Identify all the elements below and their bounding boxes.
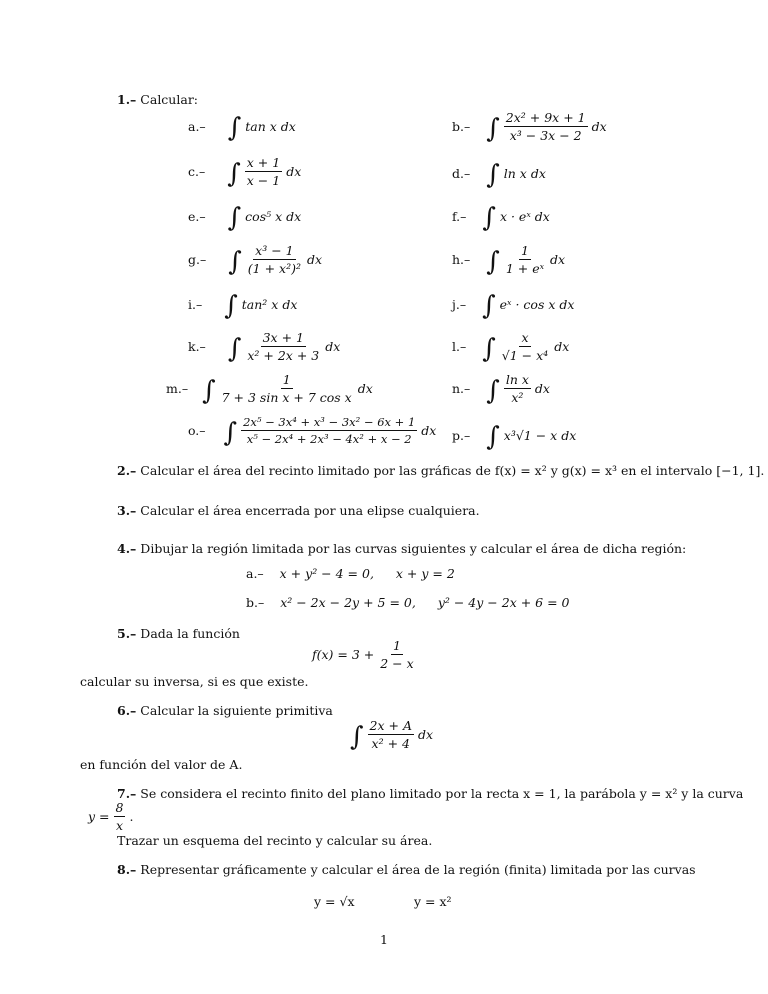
problem-4b [246, 595, 570, 610]
integrand: x · eˣ dx [499, 208, 550, 224]
integral-a [188, 113, 296, 143]
differential: dx [418, 727, 434, 742]
numerator: ln x [505, 372, 529, 387]
denominator: (1 + x²)² [247, 261, 301, 276]
numerator: 8 [115, 800, 124, 815]
denominator: 7 + 3 sin x + 7 cos x [221, 390, 352, 405]
denominator: x − 1 [246, 173, 281, 188]
item-label: m.– [166, 381, 189, 396]
integral-sign: ∫ [486, 160, 500, 190]
item-label: o.– [188, 423, 206, 438]
numerator: 2x² + 9x + 1 [505, 110, 586, 125]
integral-sign: ∫ [482, 333, 496, 364]
integral-f [452, 203, 550, 233]
problem-text: Calcular el área del recinto limitado por las gráficas de f(x) = x² y g(x) = x³ en el intervalo [−1, 1]. [140, 463, 765, 478]
problem-text: Calcular la siguiente primitiva [140, 703, 333, 718]
item-label: c.– [188, 164, 206, 179]
item-label: l.– [452, 339, 467, 354]
integral-j [452, 291, 575, 321]
problem-text: Calcular: [140, 92, 198, 107]
problem-7-curve [88, 800, 133, 833]
integrand: eˣ · cos x dx [499, 296, 575, 312]
problem-1-heading [117, 92, 198, 107]
problem-8 [117, 862, 696, 877]
integral-sign: ∫ [486, 246, 500, 277]
item-label: h.– [452, 252, 471, 267]
item-label: f.– [452, 208, 467, 224]
problem-text: Se considera el recinto finito del plano limitado por la recta x = 1, la parábola y = x² y la curva [140, 786, 744, 801]
function-lhs: f(x) = 3 + [312, 647, 375, 662]
integral-k [188, 330, 340, 363]
denominator: √1 − x⁴ [501, 348, 549, 363]
integral-d [452, 160, 546, 190]
differential: dx [554, 339, 570, 354]
problem-7 [117, 786, 743, 801]
differential: dx [550, 252, 566, 267]
integral-sign: ∫ [486, 422, 500, 452]
problem-number: 1.– [117, 92, 137, 107]
numerator: x + 1 [246, 155, 281, 170]
item-label: p.– [452, 427, 471, 443]
integrand: tan² x dx [241, 296, 298, 312]
item-label: b.– [246, 595, 265, 610]
problem-text: Dada la función [140, 626, 240, 641]
differential: dx [357, 381, 373, 396]
differential: dx [306, 252, 323, 267]
denominator: 1 + eˣ [505, 261, 545, 276]
integral-sign: ∫ [227, 158, 241, 189]
problem-number: 3.– [117, 503, 137, 518]
item-label: e.– [188, 208, 206, 224]
equation: y² − 4y − 2x + 6 = 0 [437, 595, 570, 610]
integral-sign: ∫ [227, 203, 242, 233]
problem-number: 8.– [117, 862, 137, 877]
page-number: 1 [380, 932, 388, 947]
problem-text: Representar gráficamente y calcular el área de la región (finita) limitada por las curvas [140, 862, 696, 877]
denominator: x² + 2x + 3 [247, 348, 320, 363]
differential: dx [421, 423, 437, 438]
integral-sign: ∫ [482, 203, 496, 233]
integral-sign: ∫ [224, 291, 238, 321]
numerator: x [521, 330, 529, 345]
integrand: x³√1 − x dx [503, 427, 577, 443]
denominator: x² [511, 390, 524, 405]
problem-5-continuation: calcular su inversa, si es que existe. [80, 674, 309, 689]
integral-sign: ∫ [482, 291, 496, 321]
problem-8-curve-2: y = x² [414, 894, 452, 909]
integral-p [452, 422, 577, 452]
differential: dx [534, 381, 550, 396]
integral-sign: ∫ [486, 375, 500, 406]
problem-number: 6.– [117, 703, 137, 718]
denominator: x³ − 3x − 2 [509, 128, 582, 143]
integral-n [452, 372, 550, 405]
integrand: cos⁵ x dx [245, 208, 302, 224]
item-label: a.– [246, 566, 264, 581]
item-label: b.– [452, 119, 471, 134]
numerator: 3x + 1 [262, 330, 304, 345]
problem-5 [117, 626, 240, 641]
equation: x + y = 2 [395, 566, 455, 581]
integral-e [188, 203, 302, 233]
problem-8-curve-1: y = √x [314, 894, 355, 909]
equation: x + y² − 4 = 0, [279, 566, 374, 581]
integral-g [188, 243, 322, 276]
problem-number: 7.– [117, 786, 137, 801]
denominator: x⁵ − 2x⁴ + 2x³ − 4x² + x − 2 [246, 432, 412, 446]
integral-sign: ∫ [228, 246, 242, 277]
problem-text: Dibujar la región limitada por las curvas siguientes y calcular el área de dicha región: [140, 541, 687, 556]
numerator: 2x⁵ − 3x⁴ + x³ − 3x² − 6x + 1 [243, 415, 416, 429]
problem-6-integral [350, 718, 433, 751]
integrand: tan x dx [245, 118, 296, 134]
item-label: n.– [452, 381, 471, 396]
integral-i [188, 291, 298, 321]
problem-3 [117, 503, 480, 518]
integral-sign: ∫ [202, 375, 216, 406]
item-label: i.– [188, 296, 203, 312]
item-label: g.– [188, 252, 207, 267]
item-label: d.– [452, 165, 471, 181]
integral-sign: ∫ [227, 333, 242, 364]
item-label: j.– [452, 296, 467, 312]
item-label: a.– [188, 118, 206, 134]
differential: dx [286, 164, 302, 179]
numerator: 1 [520, 243, 529, 258]
problem-7-continuation: Trazar un esquema del recinto y calcular su área. [117, 833, 433, 848]
integral-sign: ∫ [227, 113, 242, 143]
integral-l [452, 330, 569, 363]
differential: dx [591, 119, 607, 134]
integral-h [452, 243, 565, 276]
numerator: 1 [282, 372, 291, 387]
integral-sign: ∫ [223, 417, 238, 448]
denominator: x² + 4 [371, 736, 410, 751]
numerator: x³ − 1 [255, 243, 294, 258]
integral-o [188, 415, 436, 446]
curve-lhs: y = [88, 809, 110, 824]
denominator: x [115, 818, 124, 833]
item-label: k.– [188, 339, 206, 354]
problem-4a [246, 566, 455, 581]
period: . [129, 809, 134, 824]
integral-sign: ∫ [486, 113, 500, 144]
problem-number: 5.– [117, 626, 137, 641]
integrand: ln x dx [503, 165, 546, 181]
numerator: 2x + A [369, 718, 412, 733]
integral-sign: ∫ [350, 721, 364, 752]
differential: dx [325, 339, 341, 354]
problem-6-continuation: en función del valor de A. [80, 757, 243, 772]
integral-b [452, 110, 607, 143]
denominator: 2 − x [380, 656, 414, 671]
problem-2 [117, 463, 764, 478]
problem-number: 2.– [117, 463, 137, 478]
integral-c [188, 155, 301, 188]
problem-5-function [312, 638, 416, 671]
numerator: 1 [392, 638, 401, 653]
integral-m [166, 372, 373, 405]
problem-text: Calcular el área encerrada por una elipse cualquiera. [140, 503, 480, 518]
problem-number: 4.– [117, 541, 137, 556]
equation: x² − 2x − 2y + 5 = 0, [280, 595, 416, 610]
problem-4 [117, 541, 686, 556]
problem-6 [117, 703, 333, 718]
